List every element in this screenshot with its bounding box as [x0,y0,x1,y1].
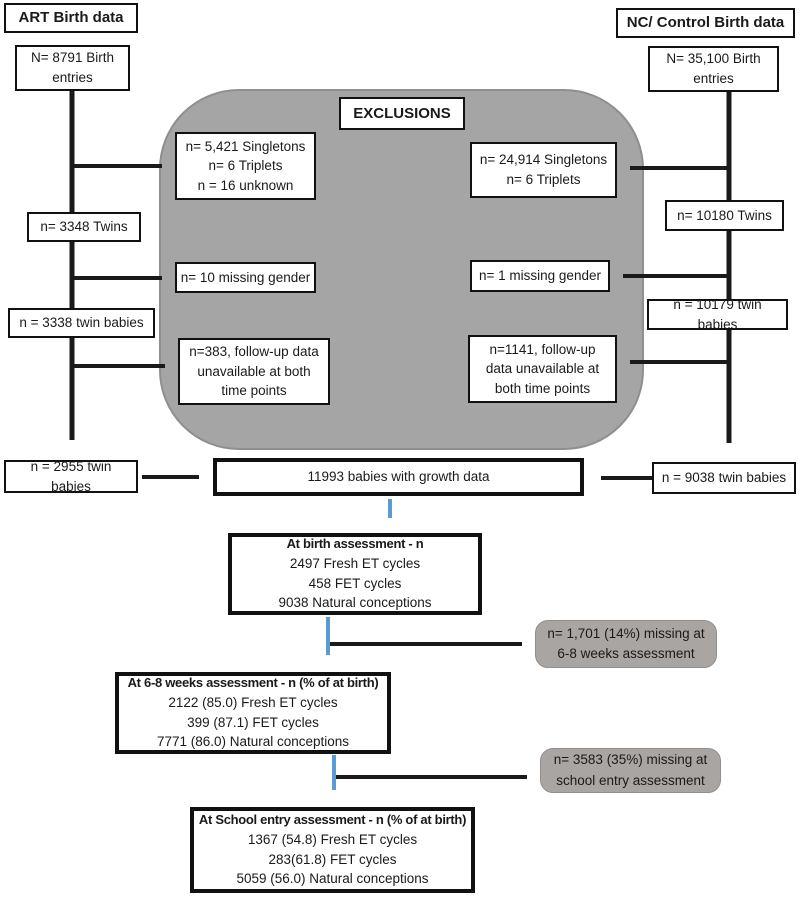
text-line: time points [221,383,287,399]
nc-title: NC/ Control Birth data [616,8,795,38]
exclusion-nc-followup-box [468,335,617,403]
art-final-twin-babies-box: n = 2955 twin babies [4,460,138,493]
school-assessment-title: At School entry assessment - n (% of at birth) [198,812,467,828]
text-line: unavailable at both [197,363,311,379]
text-line: 2497 Fresh ET cycles [289,556,421,572]
text-line: entries [52,70,93,85]
text-line: 5059 (56.0) Natural conceptions [236,871,429,887]
text-line: n= 6 Triplets [506,172,581,187]
exclusion-art-missing-gender-box: n= 10 missing gender [175,262,316,293]
nc-birth-entries-box [648,46,779,92]
exclusion-art-multiples-box [175,132,316,200]
text-line: n = 16 unknown [197,177,294,193]
art-birth-entries-box [15,45,130,91]
text-line: n= 24,914 Singletons [479,152,608,168]
text-line: data unavailable at [485,361,600,377]
exclusion-nc-multiples-box [470,142,617,198]
art-twins-box: n= 3348 Twins [27,212,141,242]
art-title: ART Birth data [4,3,138,33]
text-line: 1367 (54.8) Fresh ET cycles [247,832,418,848]
text-line: n=1141, follow-up [489,341,596,357]
text-line: 2122 (85.0) Fresh ET cycles [168,695,338,711]
birth-assessment-lines [278,554,431,613]
nc-final-twin-babies-box: n = 9038 twin babies [652,462,796,494]
text-line: 6-8 weeks assessment [557,646,695,661]
text-line: n= 3583 (35%) missing at [553,752,708,768]
text-line: n= 1,701 (14%) missing at [547,625,705,641]
text-line: 7771 (86.0) Natural conceptions [156,734,350,750]
school-assessment-box [190,807,475,893]
text-line: N= 35,100 Birth [666,51,761,67]
text-line: n= 5,421 Singletons [185,138,306,154]
missing-weeks-box [535,620,717,668]
art-twin-babies-box: n = 3338 twin babies [8,308,155,338]
exclusions-title: EXCLUSIONS [339,97,465,130]
birth-assessment-title: At birth assessment - n [286,536,424,552]
text-line: both time points [494,380,591,396]
text-line: n= 6 Triplets [208,158,283,174]
nc-twin-babies-box: n = 10179 twin babies [647,299,788,330]
weeks-assessment-lines [157,693,349,752]
exclusion-nc-missing-gender-box: n= 1 missing gender [470,260,610,292]
school-assessment-lines [236,830,428,889]
text-line: N= 8791 Birth [31,50,114,66]
text-line: 9038 Natural conceptions [278,595,432,611]
nc-twins-box: n= 10180 Twins [665,200,784,231]
birth-assessment-box [228,533,482,615]
text-line: n=383, follow-up data [189,344,319,360]
text-line: school entry assessment [556,772,705,788]
growth-data-box: 11993 babies with growth data [213,458,584,496]
missing-school-box [540,748,721,793]
text-line: 283(61.8) FET cycles [268,851,397,867]
text-line: 458 FET cycles [308,575,402,591]
weeks-assessment-title: At 6-8 weeks assessment - n (% of at birth) [127,675,379,691]
weeks-assessment-box [115,672,391,754]
text-line: entries [693,71,734,86]
exclusion-art-followup-box [178,338,330,405]
text-line: 399 (87.1) FET cycles [187,714,319,730]
